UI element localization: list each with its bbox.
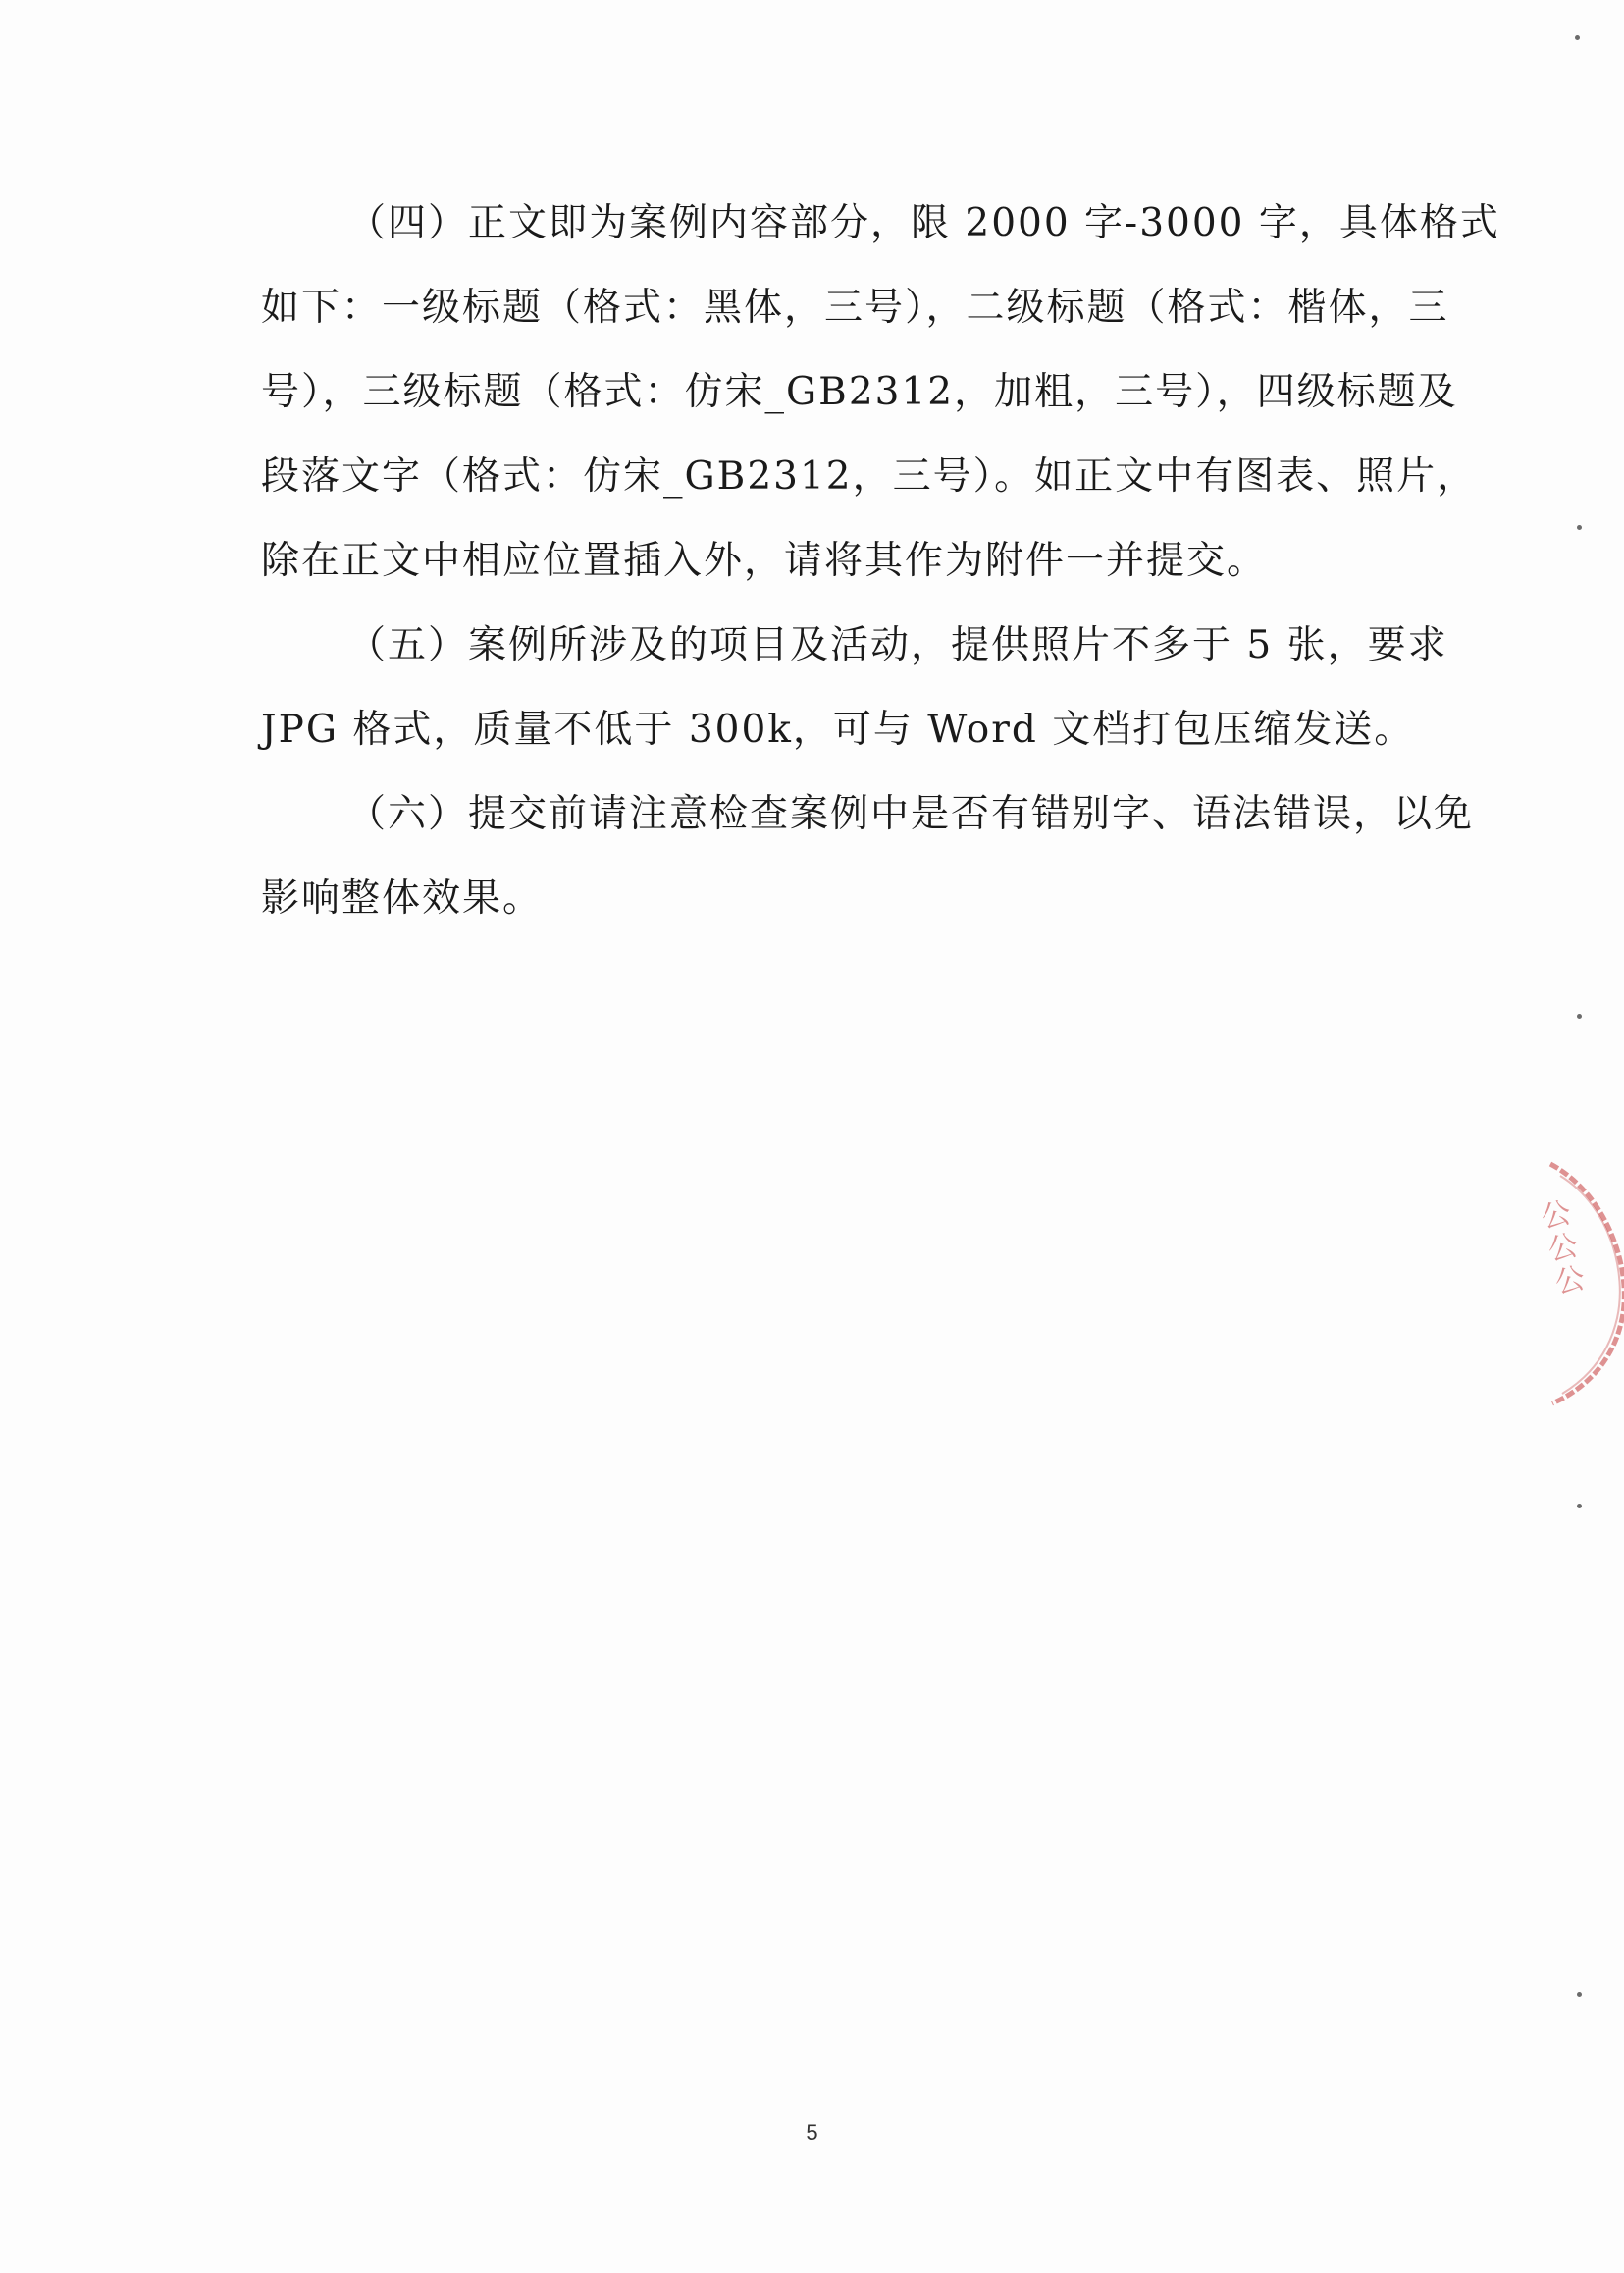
text-line: 段落文字（格式：仿宋_GB2312，三号）。如正文中有图表、照片，	[261, 454, 1478, 499]
body-text	[261, 182, 1500, 941]
text-line: 除在正文中相应位置插入外，请将其作为附件一并提交。	[261, 539, 1268, 583]
paragraph-5	[261, 604, 1448, 772]
seal-text: 公公公	[1532, 1196, 1588, 1302]
scan-speck	[1575, 35, 1580, 40]
scan-speck	[1577, 1504, 1582, 1508]
scan-speck	[1577, 1992, 1582, 1997]
text-line: 如下：一级标题（格式：黑体，三号），二级标题（格式：楷体，三	[261, 286, 1449, 330]
scan-speck	[1577, 1014, 1582, 1019]
scan-speck	[1577, 525, 1582, 530]
text-line: （六）提交前请注意检查案例中是否有错别字、语法错误，以免	[347, 792, 1475, 836]
paragraph-4	[261, 182, 1500, 604]
text-line: （四）正文即为案例内容部分，限 2000 字-3000 字，具体格式	[347, 201, 1500, 245]
paragraph-6	[261, 772, 1475, 941]
text-line: 号），三级标题（格式：仿宋_GB2312，加粗，三号），四级标题及	[261, 370, 1458, 414]
text-line: （五）案例所涉及的项目及活动，提供照片不多于 5 张，要求	[347, 623, 1448, 667]
text-line: 影响整体效果。	[261, 876, 544, 921]
text-line: JPG 格式，质量不低于 300k，可与 Word 文档打包压缩发送。	[261, 708, 1415, 752]
page-number: 5	[806, 2120, 818, 2144]
